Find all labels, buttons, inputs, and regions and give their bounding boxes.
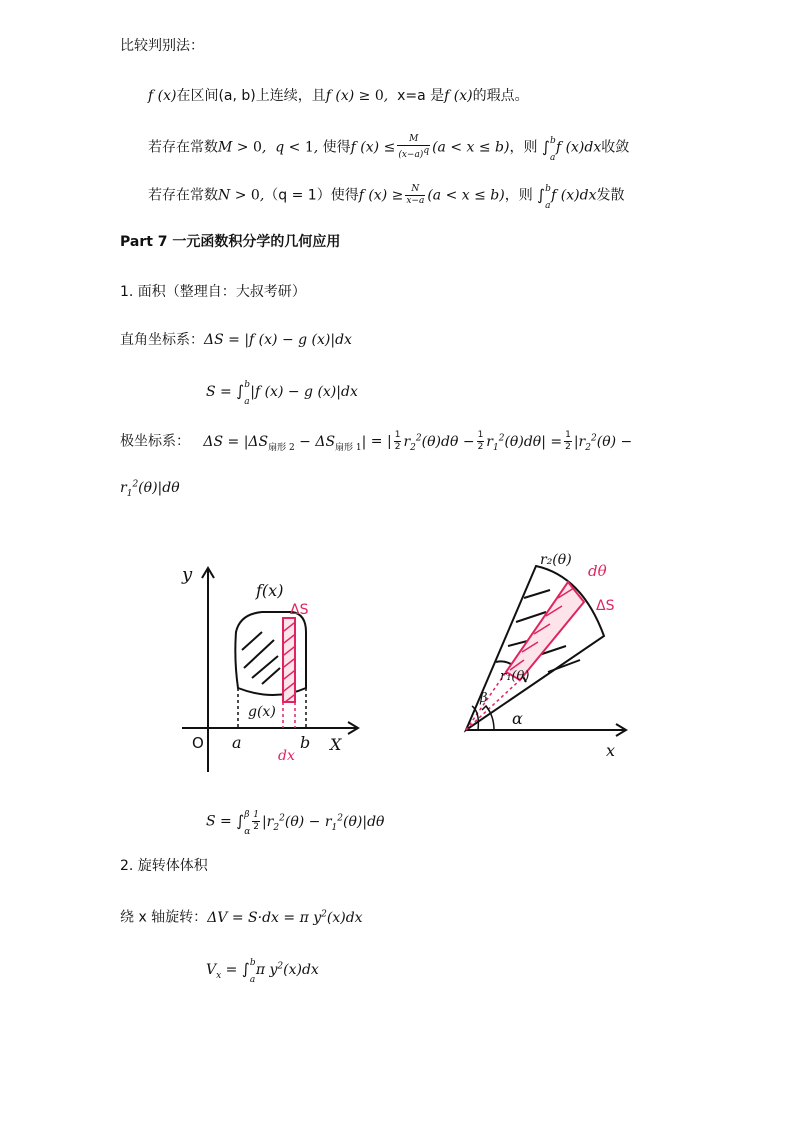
alpha-label: α bbox=[512, 709, 523, 728]
polar-area-formula: 极坐标系： $\Delta S = |\Delta S_{扇形 2} - \Delta S_{扇形 1}|$ = | $\frac{1}{2}$ $r_2^2(\theta)d\theta$ − $\frac{1}{2}$ $r_1^2(\theta)d\theta|$ = $\frac{1}{2}$ $|r_2^2(\theta)$ − bbox=[120, 430, 633, 453]
area-heading: 1. 面积（整理自：大叔考研） bbox=[120, 284, 306, 300]
origin-label: O bbox=[192, 734, 204, 752]
volume-differential: 绕 x 轴旋转：ΔV = S·dx = π $y^2(x)dx$ bbox=[120, 909, 363, 926]
x-axis-label: X bbox=[330, 735, 342, 754]
part7-title: Part 7 一元函数积分学的几何应用 bbox=[120, 234, 341, 250]
cartesian-area-integral: S = ∫ b a |f (x) − g (x)|dx bbox=[206, 380, 358, 407]
region-hatching bbox=[242, 632, 280, 684]
dx-label: dx bbox=[278, 748, 295, 764]
beta-label: β bbox=[480, 691, 488, 706]
a-label: a bbox=[232, 733, 242, 752]
y-axis-label: y bbox=[182, 564, 193, 585]
volume-heading: 2. 旋转体体积 bbox=[120, 858, 208, 874]
dx-guides bbox=[283, 702, 295, 728]
divergence-criterion: 若存在常数N > 0,（q = 1）使得f (x) ≥ $\frac{N}{x-a}$ (a < x ≤ b)，则 ∫ b a f (x)dx发散 bbox=[148, 183, 625, 211]
comparison-title: 比较判别法： bbox=[120, 38, 204, 54]
delta-s-label: ΔS bbox=[290, 602, 309, 618]
polar-area-formula-cont: $r_1^2(\theta)|d\theta$ bbox=[120, 479, 180, 499]
b-label: b bbox=[300, 733, 311, 752]
r2-label: r₂(θ) bbox=[540, 552, 572, 568]
delta-s-label-polar: ΔS bbox=[596, 598, 615, 614]
delta-s-strip bbox=[280, 618, 298, 706]
dtheta-label: dθ bbox=[588, 562, 607, 580]
alpha-arrow bbox=[482, 706, 490, 712]
polar-area-figure bbox=[450, 540, 650, 770]
convergence-criterion: 若存在常数M > 0, q < 1, 使得f (x) ≤ $\frac{M}{(x-a)^q}$ (a < x ≤ b)，则 ∫ b a f (x)dx收敛 bbox=[148, 134, 630, 163]
g-curve-label: g(x) bbox=[248, 704, 276, 720]
r1-label: r₁(θ) bbox=[500, 669, 530, 684]
volume-integral: $V_x$ = ∫ b a π $y^2(x)dx$ bbox=[206, 957, 319, 985]
cartesian-area-formula: 直角坐标系：ΔS = |f (x) − g (x)|dx bbox=[120, 332, 352, 348]
polar-area-integral: S = ∫ β α $\frac{1}{2}$ $|r_2^2(\theta) - r_1^2(\theta)|d\theta$ bbox=[206, 809, 385, 837]
x-axis-label-polar: x bbox=[606, 741, 616, 760]
comparison-condition: f (x)在区间(a, b)上连续，且f (x) ≥ 0, x=a 是f (x)的瑕点。 bbox=[148, 88, 529, 104]
alpha-arc bbox=[486, 706, 494, 730]
f-curve-label: f(x) bbox=[256, 581, 284, 600]
cartesian-area-figure bbox=[170, 560, 370, 780]
